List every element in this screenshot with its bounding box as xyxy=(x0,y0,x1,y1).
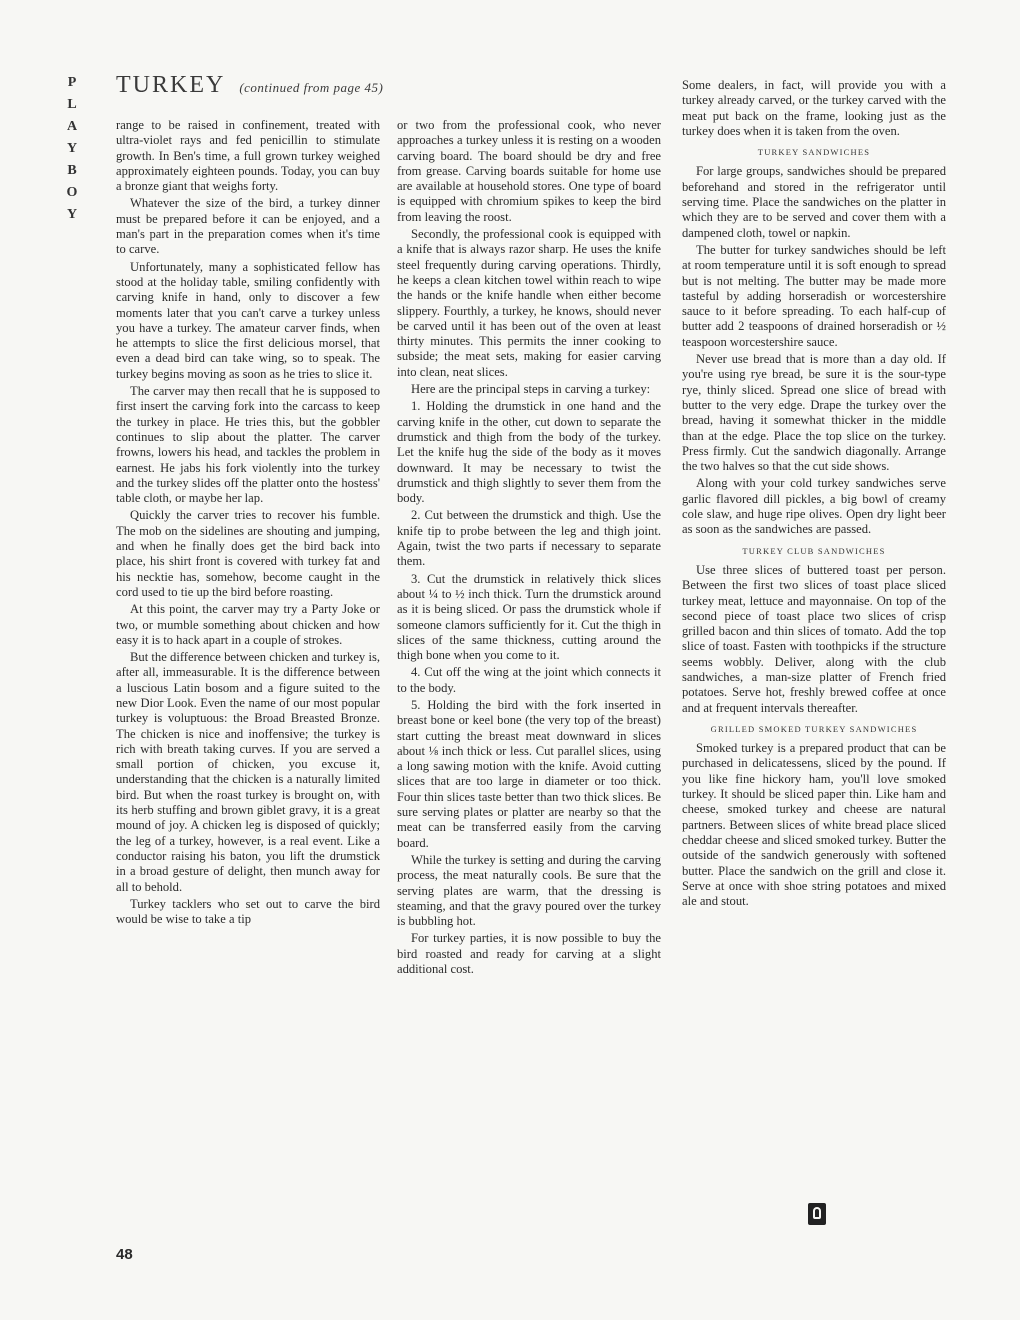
body-paragraph: 2. Cut between the drumstick and thigh. Use the knife tip to probe between the leg and thigh joint. Again, twist the two parts if necessary to separate them. xyxy=(397,508,661,569)
section-subhead: TURKEY SANDWICHES xyxy=(757,147,871,158)
brand-letter: P xyxy=(67,75,77,90)
body-paragraph: Some dealers, in fact, will provide you with a turkey already carved, or the turkey carved with the meat put back on the frame, looking just as the turkey does when it is taken from the oven. xyxy=(682,78,946,138)
brand-letter: Y xyxy=(66,141,78,156)
brand-letter: Y xyxy=(66,207,78,222)
column-1 xyxy=(116,118,380,929)
body-paragraph: or two from the professional cook, who never approaches a turkey unless it is resting on a wooden carving board. The board should be dry and free from grease. Carving boards suitable for home use are available at household stores. One type of board is equipped with chromium spikes to keep the bird from leaving the roost. xyxy=(397,118,661,224)
body-paragraph: Never use bread that is more than a day old. If you're using rye bread, be sure it is the sour-type rye, thinly sliced. Spread one slice of bread with butter to the very edge. Drape the turkey over the bread, having it somewhat thicker in the middle than at the edge. Place the top slice on the turkey. Press firmly. Cut the sandwich diagonally. Arrange the two halves so that the cut side shows. xyxy=(682,352,946,474)
brand-letter: O xyxy=(66,185,78,200)
continuation-note: (continued from page 45) xyxy=(239,80,384,95)
page-number: 48 xyxy=(116,1246,133,1263)
body-paragraph: For large groups, sandwiches should be prepared beforehand and stored in the refrigerator until serving time. Place the sandwiches on the platter in which they are to be served and cover them with a dampened cloth, towel or napkin. xyxy=(682,164,946,240)
body-paragraph: Whatever the size of the bird, a turkey dinner must be prepared before it can be enjoyed, and a man's part in the preparation comes when it's time to carve. xyxy=(116,196,380,257)
body-paragraph: But the difference between chicken and turkey is, after all, immeasurable. It is the difference between a luscious Latin bosom and a figure suited to the new Dior Look. Even the name of our most popular turkey is voluptuous: the Broad Breasted Bronze. The chicken is nice and inoffensive; the turkey is rich with breath taking curves. If you are served a small portion of chicken, you excuse it, understanding that the chicken is a naturally limited bird. But when the roast turkey is brought on, with its herb stuffing and brown giblet gravy, it is a great mound of joy. A chicken leg is disposed of quickly; the leg of a turkey, however, is a real event. Like a conductor raising his baton, you lift the drumstick in a broad gesture of delight, then munch away for all to behold. xyxy=(116,650,380,894)
body-paragraph: 1. Holding the drumstick in one hand and the carving knife in the other, cut down to separate the drumstick and thigh from the body of the turkey. Let the knife hug the side of the body as it moves downward. It may be necessary to twist the drumstick and thigh slightly to sever them from the body. xyxy=(397,399,661,506)
body-paragraph: The butter for turkey sandwiches should be left at room temperature until it is soft enough to spread but is not melting. The butter may be made more tasteful by adding horseradish or worcestershire sauce to it before spreading. To each half-cup of butter add 2 teaspoons of drained horseradish or ½ teaspoon worcestershire sauce. xyxy=(682,242,946,349)
body-paragraph: Here are the principal steps in carving a turkey: xyxy=(411,382,651,397)
body-paragraph: While the turkey is setting and during the carving process, the meat naturally cools. Be sure that the serving plates are warm, that the dressing is steaming, and that the gravy poured over the turkey is bubbling hot. xyxy=(397,852,661,929)
body-paragraph: Secondly, the professional cook is equipped with a knife that is always razor sharp. He uses the knife steel frequently during carving operations. Thirdly, he keeps a clean kitchen towel within reach to wipe the hands or the knife handle when either become slippery. Fourthly, a turkey, he knows, should never be carved until it has been out of the oven at least thirty minutes. This permits the inner cooking to subside; the meat sets, making for easier carving into clean, neat slices. xyxy=(397,227,661,379)
body-paragraph: The carver may then recall that he is supposed to first insert the carving fork into the carcass to keep the turkey in place. He tries this, but the gobbler continues to slip about the platter. The carver frowns, lowers his head, and tackles the problem in earnest. He jabs his fork violently into the turkey and the turkey slides off the platter onto the hostess' table cloth, or maybe her lap. xyxy=(116,384,380,506)
section-subhead: TURKEY CLUB SANDWICHES xyxy=(742,545,886,556)
body-paragraph: For turkey parties, it is now possible to buy the bird roasted and ready for carving at a slight additional cost. xyxy=(397,931,661,977)
body-paragraph: Quickly the carver tries to recover his fumble. The mob on the sidelines are shouting and jumping, and when he finally does get the bird back into place, his shirt front is covered with turkey fat and his necktie has, somehow, become caught in the cord used to tie up the bird before roasting. xyxy=(116,508,380,599)
vertical-brand-label xyxy=(62,72,82,226)
brand-letter: L xyxy=(67,97,77,112)
brand-letter: A xyxy=(66,119,78,134)
article-headline xyxy=(116,72,383,99)
body-paragraph: Unfortunately, many a sophisticated fellow has stood at the holiday table, smiling confidently with carving knife in hand, only to discover a few moments later that you can't carve a turkey unless you have a turkey. The amateur carver finds, when he attempts to slice the first delicious morsel, that even a dead bird can take wing, so to speak. The turkey begins moving as soon as he tries to slice it. xyxy=(116,259,380,381)
body-paragraph: 3. Cut the drumstick in relatively thick slices about ¼ to ½ inch thick. Turn the drumstick around as it is being sliced. Or pass the drumstick whole if someone clamors sufficiently for it. Cut the thigh in slices of the same thickness, cutting around the thigh bone when you come to it. xyxy=(397,571,661,663)
body-paragraph: Use three slices of buttered toast per person. Between the first two slices of toast place sliced turkey meat, lettuce and mayonnaise. On top of the second piece of toast place two slices of crisp grilled bacon and thin slices of tomato. Add the top slice of toast. Fasten with toothpicks if the structure seems wobbly. Deliver, along with the club sandwiches, a man-size platter of French fried potatoes. Serve hot, freshly brewed coffee at once and at frequent intervals thereafter. xyxy=(682,562,946,715)
rabbit-end-mark-icon xyxy=(808,1203,826,1225)
body-paragraph: 5. Holding the bird with the fork inserted in breast bone or keel bone (the very top of the breast) start cutting the breast meat downward in slices about ⅛ inch thick or less. Cut parallel slices, using a long sawing motion with the knife. Avoid cutting slices that are too large in diameter or too thick. Four thin slices taste better than two thick slices. Be sure serving plates or platter are nearby so that the meat can be transferred easily from the carving board. xyxy=(397,697,661,850)
body-paragraph: Smoked turkey is a prepared product that can be purchased in delicatessens, sliced by the pound. If you like fine hickory ham, you'll love smoked turkey. It should be sliced paper thin. Like ham and cheese, smoked turkey and cheese are natural partners. Between slices of white bread place sliced cheddar cheese and sliced smoked turkey. Butter the outside of the sandwich generously with softened butter. Place the sandwich on the grill and close it. Serve at once with shoe string potatoes and mixed ale and stout. xyxy=(682,741,946,909)
body-paragraph: 4. Cut off the wing at the joint which connects it to the body. xyxy=(397,665,661,695)
brand-letter: B xyxy=(67,163,77,178)
body-paragraph: Turkey tacklers who set out to carve the bird would be wise to take a tip xyxy=(116,896,380,927)
body-paragraph: range to be raised in confinement, treated with ultra-violet rays and fed penicillin to stimulate growth. In Ben's time, a full grown turkey weighed approximately eighteen pounds. Today, you can buy a bronze giant that weighs forty. xyxy=(116,118,380,194)
body-paragraph: At this point, the carver may try a Party Joke or two, or mumble something about chicken and how easy it is to hack apart in a couple of strokes. xyxy=(116,602,380,647)
column-2 xyxy=(397,118,661,979)
column-3 xyxy=(682,78,946,911)
body-paragraph: Along with your cold turkey sandwiches serve garlic flavored dill pickles, a big bowl of creamy cole slaw, and huge ripe olives. Open dry light beer as soon as the sandwiches are passed. xyxy=(682,476,946,537)
article-title: TURKEY xyxy=(116,72,226,98)
section-subhead: GRILLED SMOKED TURKEY SANDWICHES xyxy=(710,723,918,734)
